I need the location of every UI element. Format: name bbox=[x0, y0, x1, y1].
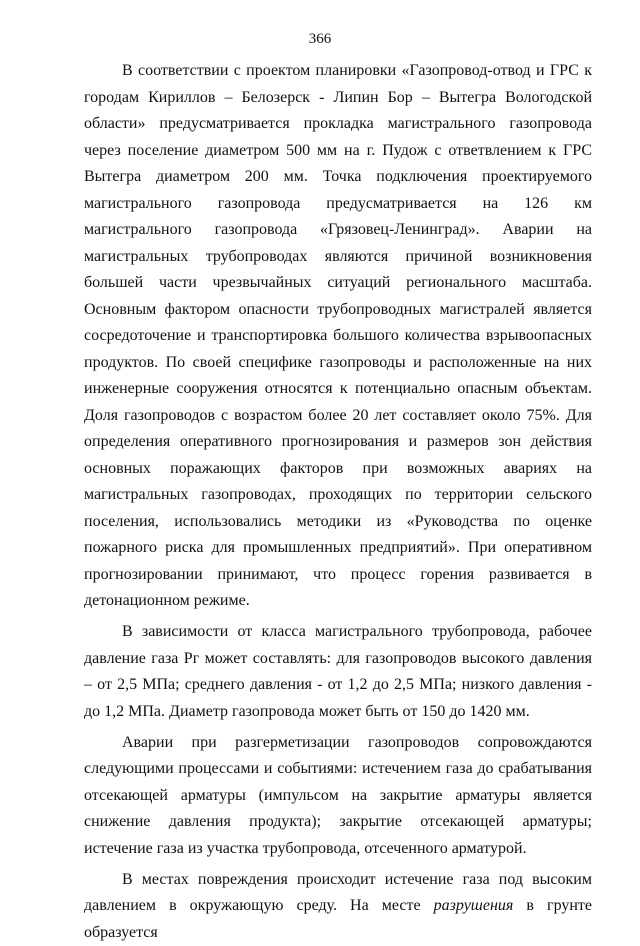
paragraph-pipeline-project: В соответствии с проектом планировки «Газопровод-отвод и ГРС к городам Кириллов – Белозерск - Липин Бор – Вытегра Вологодской области» предусматривается прокладка магистрального газопровода через поселение диаметром 500 мм на г. Пудож с ответвлением к ГРС Вытегра диаметром 200 мм. Точка подключения проектируемого магистрального газопровода предусматривается на 126 км магистрального газопровода «Грязовец-Ленинград». Аварии на магистральных трубопроводах являются причиной возникновения большей части чрезвычайных ситуаций регионального масштаба. Основным фактором опасности трубопроводных магистралей является сосредоточение и транспортировка большого количества взрывоопасных продуктов. По своей специфике газопроводы и расположенные на них инженерные сооружения относятся к потенциально опасным объектам. Доля газопроводов с возрастом более 20 лет составляет около 75%. Для определения оперативного прогнозирования и размеров зон действия основных поражающих факторов при возможных авариях на магистральных газопроводах, проходящих по территории сельского поселения, использовались методики из «Руководства по оценке пожарного риска для промышленных предприятий». При оперативном прогнозировании принимают, что процесс горения развивается в детонационном режиме. bbox=[84, 58, 592, 615]
paragraph-depressurization-events: Аварии при разгерметизации газопроводов сопровождаются следующими процессами и событиями: истечением газа до срабатывания отсекающей арматуры (импульсом на закрытие арматуры является снижение давления продукта); закрытие отсекающей арматуры; истечение газа из участка трубопровода, отсеченного арматурой. bbox=[84, 730, 592, 863]
paragraph-gas-outflow bbox=[84, 867, 592, 946]
paragraph-gas-outflow-start: В местах повреждения происходит истечение газа под высоким давлением в окружающую среду. На месте bbox=[84, 871, 592, 915]
body-text bbox=[84, 58, 592, 946]
paragraph-gas-outflow-end: в грунте образуется bbox=[84, 897, 592, 941]
paragraph-pressure-classes: В зависимости от класса магистрального трубопровода, рабочее давление газа Pг может составлять: для газопроводов высокого давления – от 2,5 МПа; среднего давления - от 1,2 до 2,5 МПа; низкого давления - до 1,2 МПа. Диаметр газопровода может быть от 150 до 1420 мм. bbox=[84, 619, 592, 725]
page-number: 366 bbox=[0, 30, 640, 48]
emphasis-word: разрушения bbox=[434, 897, 514, 914]
